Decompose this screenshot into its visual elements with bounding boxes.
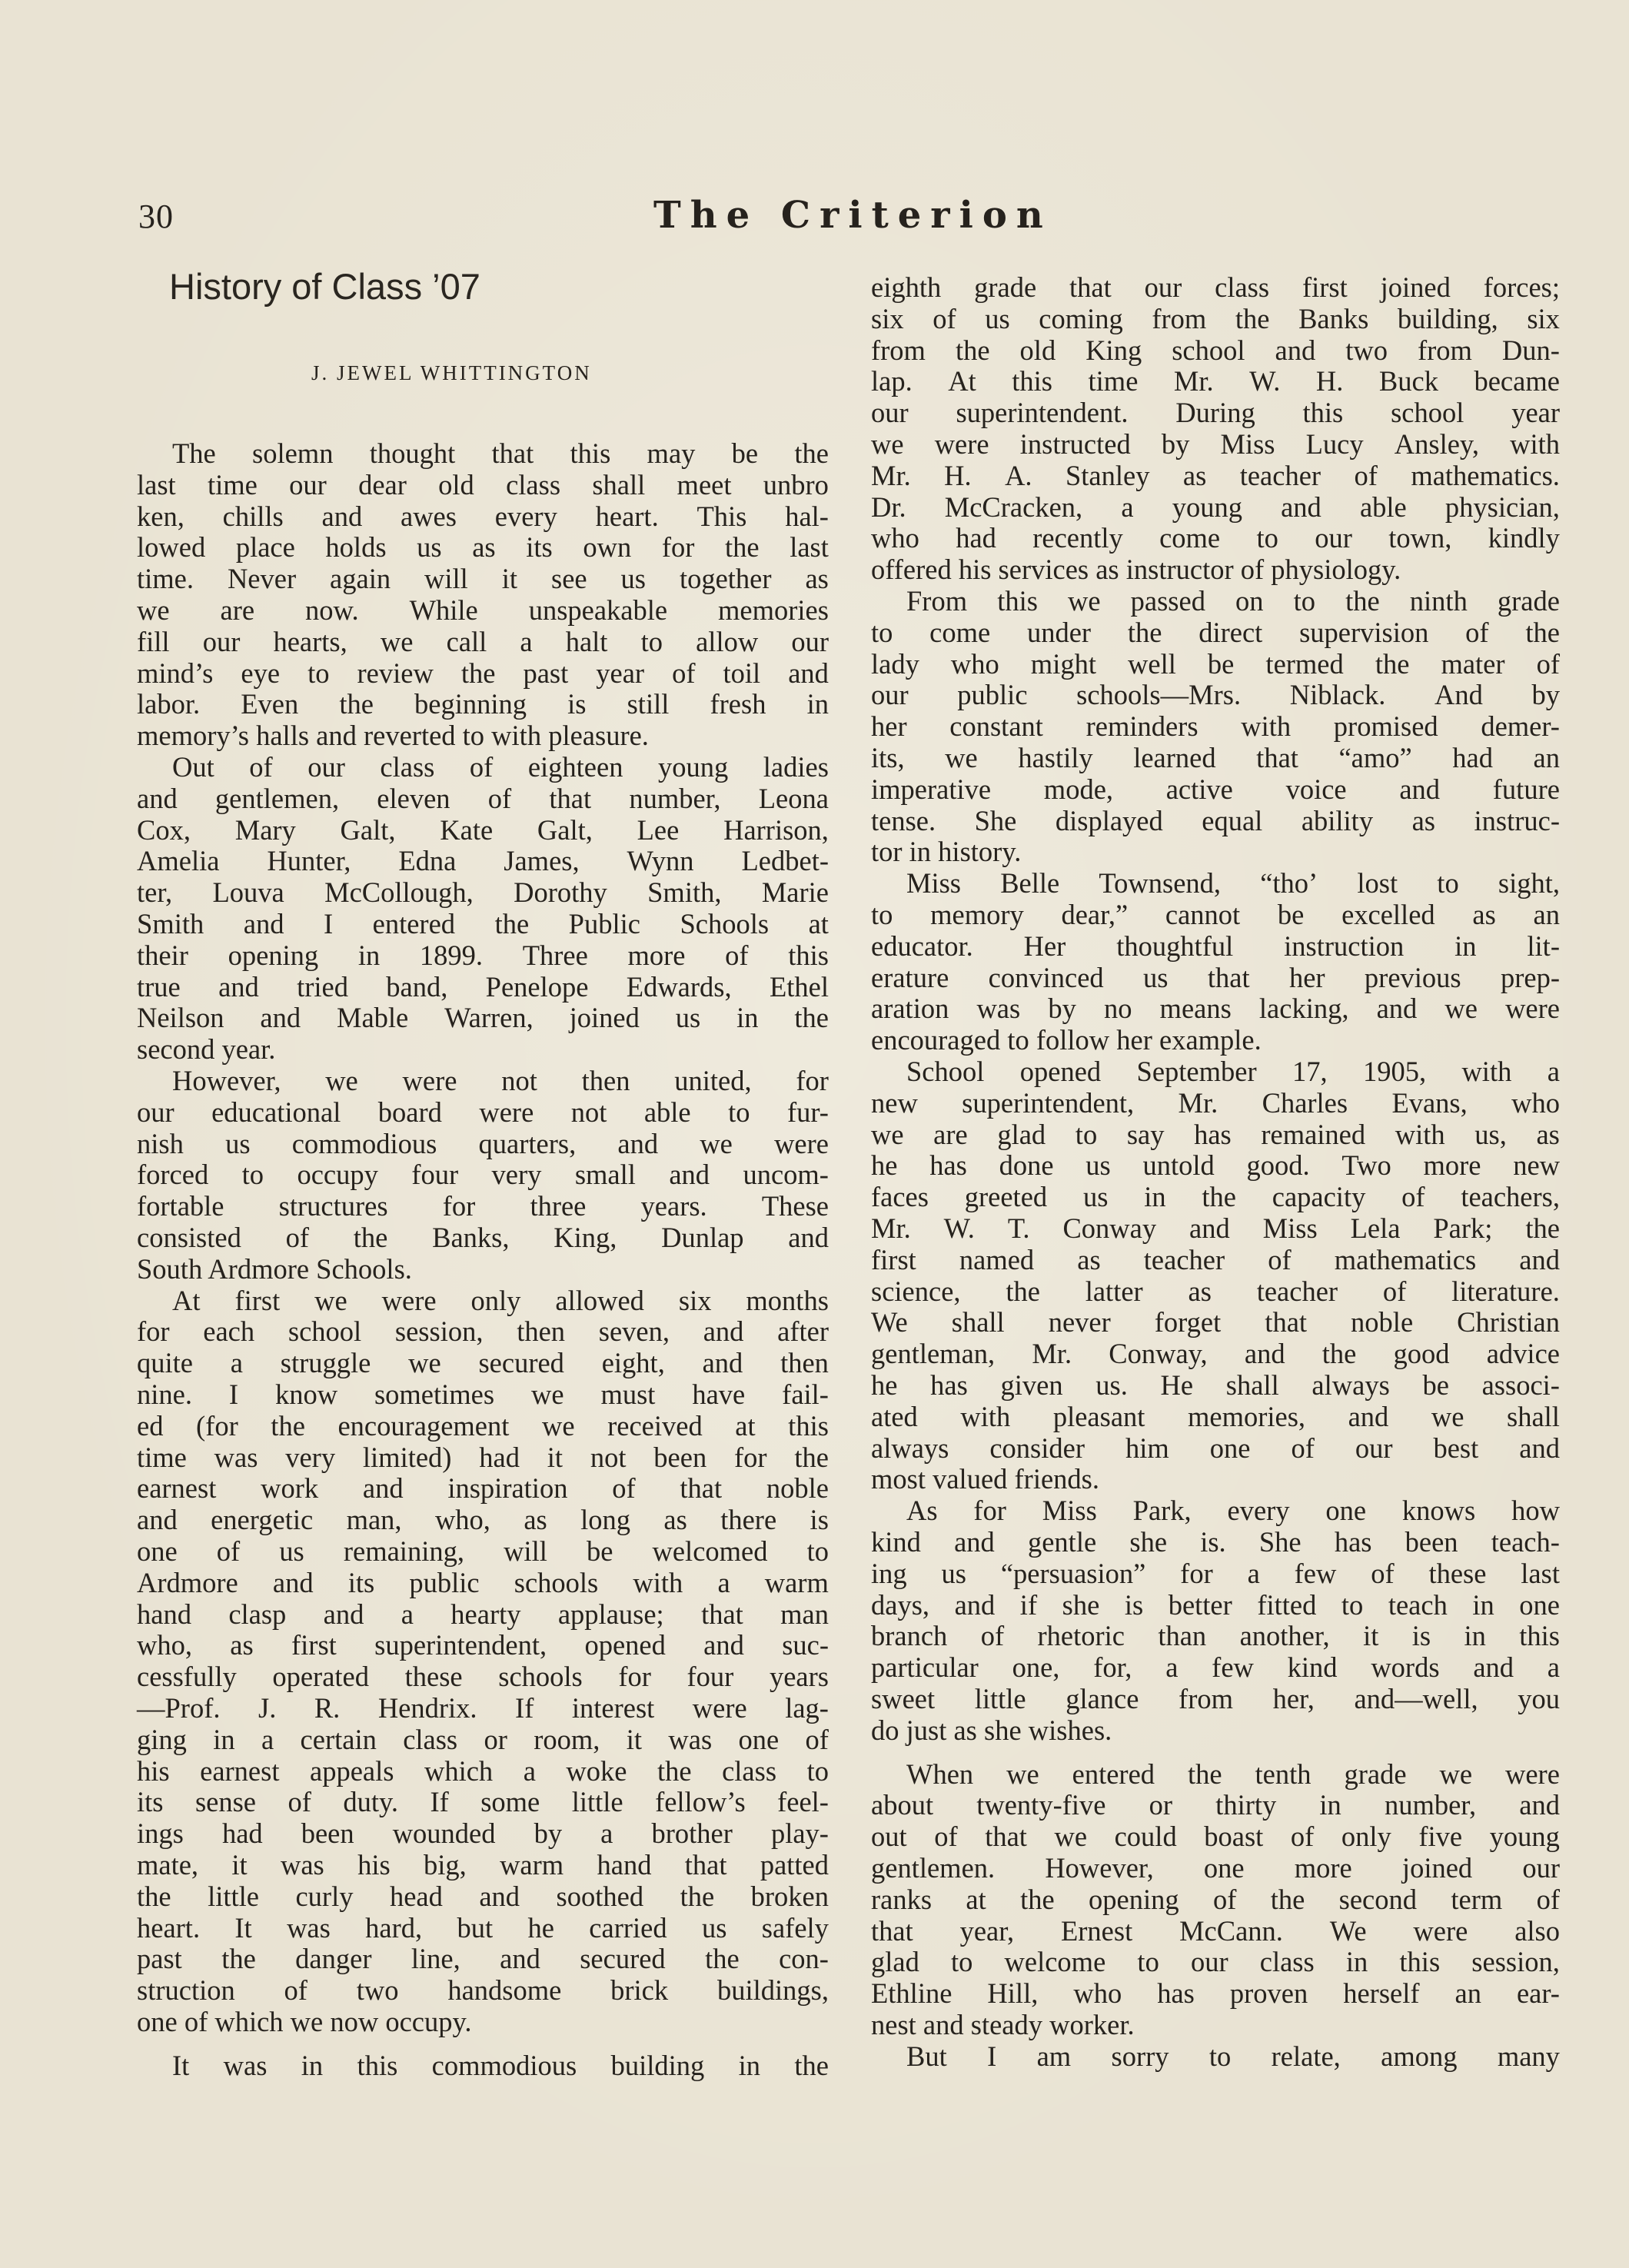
- text-line: ging in a certain class or room, it was one of: [137, 1723, 829, 1755]
- text-line: Out of our class of eighteen young ladies: [172, 751, 829, 783]
- text-line: he has given us. He shall always be associ-: [871, 1369, 1560, 1401]
- article-title: History of Class ’07: [169, 266, 480, 307]
- text-line: one of us remaining, will be welcomed to: [137, 1535, 829, 1567]
- text-line: faces greeted us in the capacity of teachers,: [871, 1181, 1560, 1213]
- text-line: days, and if she is better fitted to teach in one: [871, 1588, 1560, 1621]
- text-line: Amelia Hunter, Edna James, Wynn Ledbet-: [137, 845, 829, 877]
- text-line: we are glad to say has remained with us, as: [871, 1118, 1560, 1150]
- text-line: Ardmore and its public schools with a warm: [137, 1566, 829, 1598]
- text-line: he has done us untold good. Two more new: [871, 1149, 1560, 1182]
- text-line: imperative mode, active voice and future: [871, 773, 1560, 805]
- text-line: the little curly head and soothed the broken: [137, 1880, 829, 1912]
- text-line: When we entered the tenth grade we were: [906, 1758, 1560, 1790]
- text-line: and energetic man, who, as long as there is: [137, 1504, 829, 1536]
- text-line: first named as teacher of mathematics and: [871, 1243, 1560, 1275]
- text-line: School opened September 17, 1905, with a: [906, 1056, 1560, 1087]
- text-line: second year.: [137, 1033, 276, 1066]
- text-line: At first we were only allowed six months: [172, 1284, 829, 1316]
- text-line: tor in history.: [871, 836, 1022, 868]
- text-line: hand clasp and a hearty applause; that man: [137, 1598, 829, 1630]
- text-line: quite a struggle we secured eight, and then: [137, 1347, 829, 1379]
- text-line: Miss Belle Townsend, “tho’ lost to sight,: [906, 867, 1560, 900]
- text-line: labor. Even the beginning is still fresh in: [137, 688, 829, 720]
- text-line: ken, chills and awes every heart. This hal-: [137, 500, 829, 532]
- text-line: Mr. H. A. Stanley as teacher of mathematics.: [871, 459, 1560, 491]
- text-line: one of which we now occupy.: [137, 2006, 472, 2037]
- text-line: new superintendent, Mr. Charles Evans, who: [871, 1086, 1560, 1119]
- text-line: struction of two handsome brick buildings,: [137, 1974, 829, 2007]
- text-line: nine. I know sometimes we must have fail-: [137, 1378, 829, 1410]
- text-line: forced to occupy four very small and uncom-: [137, 1159, 829, 1191]
- text-line: true and tried band, Penelope Edwards, Ethel: [137, 970, 829, 1003]
- text-line: fortable structures for three years. These: [137, 1190, 829, 1222]
- text-line: last time our dear old class shall meet unbro: [137, 468, 829, 500]
- text-line: nish us commodious quarters, and we were: [137, 1127, 829, 1159]
- text-line: fill our hearts, we call a halt to allow our: [137, 625, 829, 657]
- text-line: from the old King school and two from Dun-: [871, 334, 1560, 366]
- text-line: mind’s eye to review the past year of toil and: [137, 657, 829, 689]
- text-line: its sense of duty. If some little fellow’s feel-: [137, 1786, 829, 1818]
- text-line: that year, Ernest McCann. We were also: [871, 1914, 1560, 1947]
- text-line: kind and gentle she is. She has been teach-: [871, 1526, 1560, 1558]
- text-line: Dr. McCracken, a young and able physician,: [871, 491, 1560, 523]
- text-line: for each school session, then seven, and after: [137, 1315, 829, 1348]
- text-line: ter, Louva McCollough, Dorothy Smith, Marie: [137, 876, 829, 909]
- text-line: ing us “persuasion” for a few of these last: [871, 1557, 1560, 1589]
- text-line: our superintendent. During this school year: [871, 397, 1560, 429]
- text-line: ed (for the encouragement we received at this: [137, 1409, 829, 1442]
- page-number: 30: [138, 198, 174, 235]
- text-line: time was very limited) had it not been for the: [137, 1441, 829, 1473]
- text-line: and gentlemen, eleven of that number, Leona: [137, 782, 829, 814]
- text-line: our public schools—Mrs. Niblack. And by: [871, 679, 1560, 711]
- text-line: their opening in 1899. Three more of this: [137, 939, 829, 971]
- text-line: lowed place holds us as its own for the last: [137, 531, 829, 564]
- text-line: ings had been wounded by a brother play-: [137, 1817, 829, 1850]
- text-line: From this we passed on to the ninth grade: [906, 585, 1560, 617]
- text-line: his earnest appeals which a woke the class to: [137, 1754, 829, 1787]
- text-line: always consider him one of our best and: [871, 1432, 1560, 1464]
- text-line: particular one, for, a few kind words and a: [871, 1651, 1560, 1684]
- text-line: It was in this commodious building in the: [172, 2049, 829, 2081]
- text-line: past the danger line, and secured the con-: [137, 1943, 829, 1975]
- text-line: However, we were not then united, for: [172, 1065, 829, 1096]
- text-line: Cox, Mary Galt, Kate Galt, Lee Harrison,: [137, 813, 829, 846]
- text-line: who, as first superintendent, opened and suc-: [137, 1629, 829, 1661]
- text-line: most valued friends.: [871, 1463, 1100, 1495]
- text-line: nest and steady worker.: [871, 2009, 1135, 2040]
- text-line: encouraged to follow her example.: [871, 1024, 1262, 1056]
- text-line: —Prof. J. R. Hendrix. If interest were lag-: [137, 1692, 829, 1724]
- text-line: to come under the direct supervision of the: [871, 616, 1560, 648]
- text-line: Ethline Hill, who has proven herself an ear-: [871, 1977, 1560, 2010]
- text-line: erature convinced us that her previous prep-: [871, 961, 1560, 993]
- running-head: The Criterion: [653, 194, 1052, 237]
- text-line: time. Never again will it see us together as: [137, 563, 829, 595]
- text-line: We shall never forget that noble Christian: [871, 1306, 1560, 1339]
- text-line: gentlemen. However, one more joined our: [871, 1852, 1560, 1884]
- text-line: her constant reminders with promised demer-: [871, 710, 1560, 743]
- text-line: its, we hastily learned that “amo” had an: [871, 742, 1560, 773]
- text-line: South Ardmore Schools.: [137, 1252, 412, 1285]
- text-line: heart. It was hard, but he carried us safely: [137, 1911, 829, 1944]
- text-line: ated with pleasant memories, and we shall: [871, 1400, 1560, 1432]
- text-line: do just as she wishes.: [871, 1714, 1112, 1746]
- text-line: about twenty-five or thirty in number, and: [871, 1789, 1560, 1821]
- text-line: earnest work and inspiration of that noble: [137, 1472, 829, 1505]
- text-line: But I am sorry to relate, among many: [906, 2040, 1560, 2072]
- text-line: sweet little glance from her, and—well, you: [871, 1683, 1560, 1714]
- text-line: we were instructed by Miss Lucy Ansley, with: [871, 428, 1560, 460]
- text-line: cessfully operated these schools for four years: [137, 1661, 829, 1693]
- text-line: Smith and I entered the Public Schools at: [137, 908, 829, 939]
- text-line: lap. At this time Mr. W. H. Buck became: [871, 365, 1560, 397]
- text-line: science, the latter as teacher of literature.: [871, 1275, 1560, 1307]
- text-line: gentleman, Mr. Conway, and the good advice: [871, 1338, 1560, 1370]
- text-line: Mr. W. T. Conway and Miss Lela Park; the: [871, 1212, 1560, 1244]
- text-line: aration was by no means lacking, and we were: [871, 993, 1560, 1025]
- text-line: we are now. While unspeakable memories: [137, 594, 829, 626]
- text-line: tense. She displayed equal ability as instruc-: [871, 804, 1560, 836]
- text-line: offered his services as instructor of physiology.: [871, 554, 1401, 586]
- text-line: memory’s halls and reverted to with pleasure.: [137, 720, 649, 752]
- text-line: to memory dear,” cannot be excelled as an: [871, 899, 1560, 930]
- text-line: Neilson and Mable Warren, joined us in the: [137, 1002, 829, 1034]
- text-line: educator. Her thoughtful instruction in lit-: [871, 929, 1560, 962]
- article-byline: J. JEWEL WHITTINGTON: [311, 361, 592, 384]
- text-line: ranks at the opening of the second term of: [871, 1883, 1560, 1915]
- text-line: our educational board were not able to fur-: [137, 1096, 829, 1128]
- text-line: six of us coming from the Banks building, six: [871, 302, 1560, 334]
- text-line: eighth grade that our class first joined forces;: [871, 271, 1560, 303]
- text-line: The solemn thought that this may be the: [172, 437, 829, 469]
- text-line: As for Miss Park, every one knows how: [906, 1495, 1560, 1527]
- text-line: who had recently come to our town, kindly: [871, 522, 1560, 554]
- text-line: out of that we could boast of only five young: [871, 1821, 1560, 1853]
- text-line: branch of rhetoric than another, it is in this: [871, 1620, 1560, 1652]
- text-line: glad to welcome to our class in this session,: [871, 1946, 1560, 1978]
- text-line: lady who might well be termed the mater of: [871, 647, 1560, 680]
- text-line: mate, it was his big, warm hand that patted: [137, 1849, 829, 1881]
- text-line: consisted of the Banks, King, Dunlap and: [137, 1222, 829, 1253]
